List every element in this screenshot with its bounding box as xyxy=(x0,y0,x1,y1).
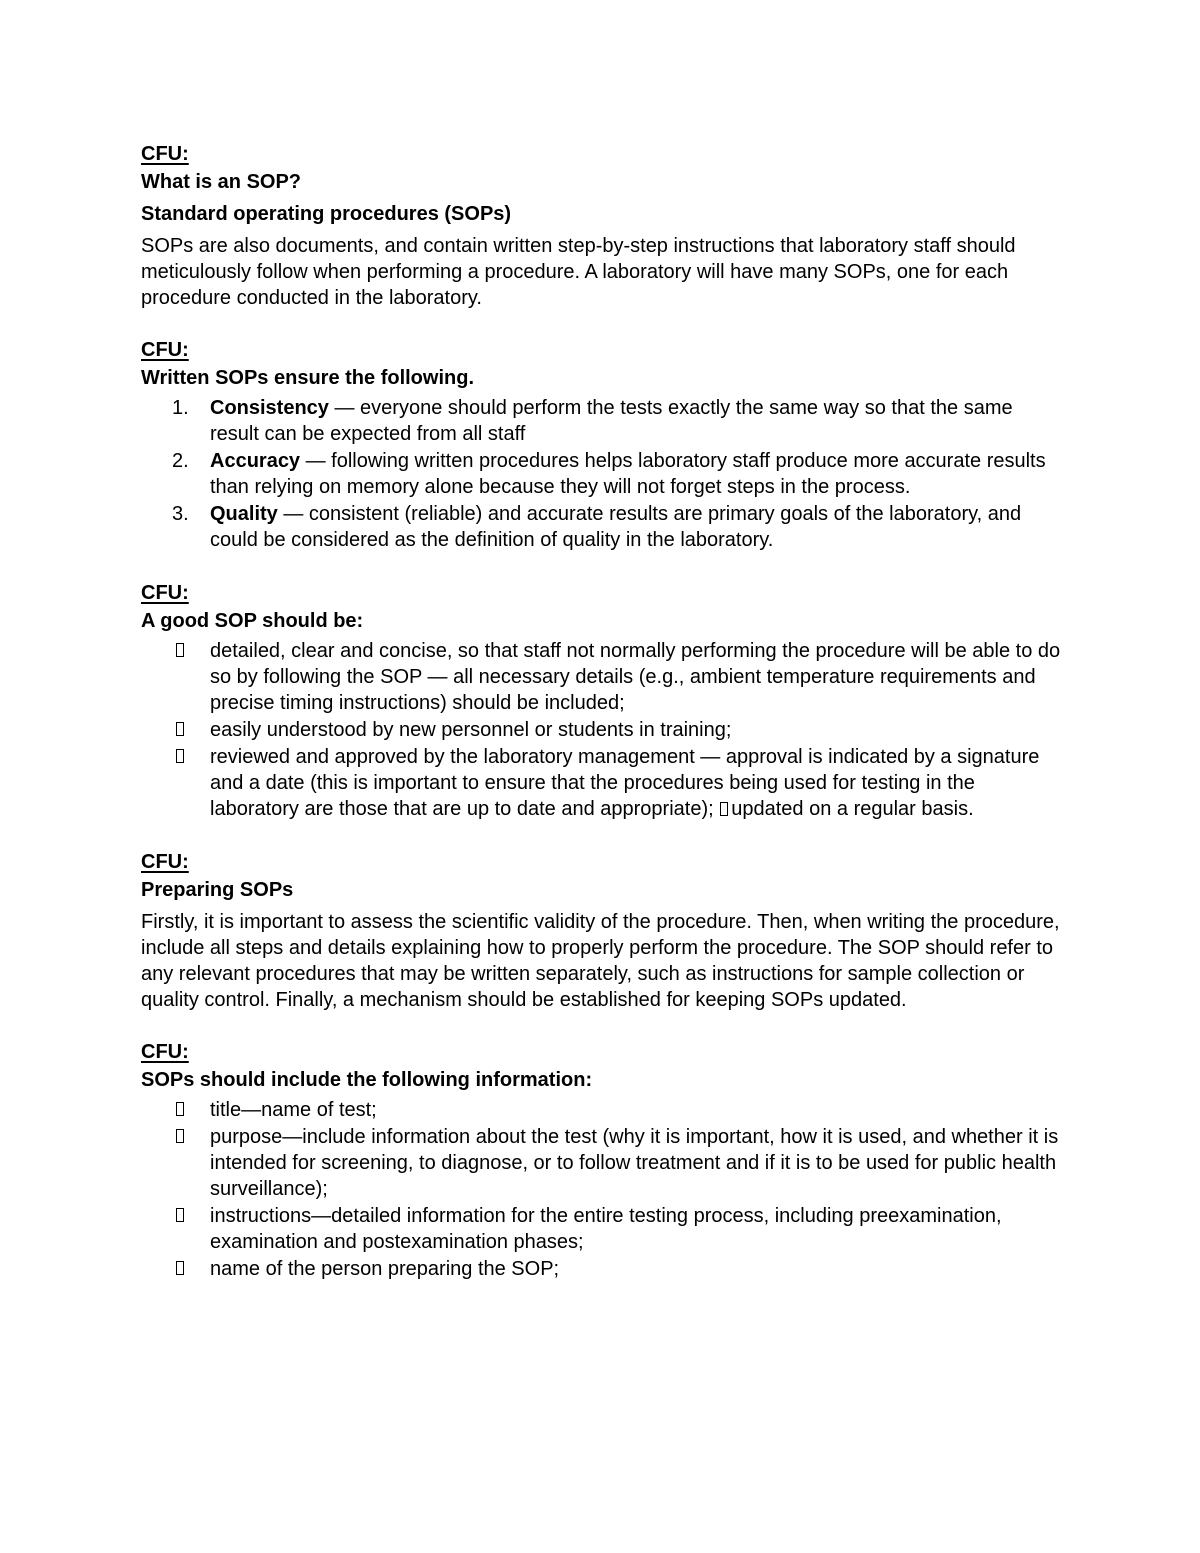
list-item xyxy=(141,1203,1061,1255)
list-item xyxy=(141,1097,1061,1123)
numbered-list xyxy=(141,395,1061,553)
question-heading: What is an SOP? xyxy=(141,171,302,193)
list-term: Consistency xyxy=(210,397,329,419)
list-item xyxy=(141,1256,1061,1282)
section-title: Written SOPs ensure the following. xyxy=(141,367,474,389)
cfu-label: CFU: xyxy=(141,339,189,361)
missing-glyph-bullet-icon xyxy=(720,802,728,816)
bullet-list xyxy=(141,638,1061,822)
section-written-sops xyxy=(141,337,1061,553)
missing-glyph-bullet-icon xyxy=(176,722,184,736)
cfu-label: CFU: xyxy=(141,582,189,604)
missing-glyph-bullet-icon xyxy=(176,1208,184,1222)
missing-glyph-bullet-icon xyxy=(176,643,184,657)
list-text: purpose—include information about the test (why it is important, how it is used, and whether it is intended for screening, to diagnose, or to follow treatment and if it is to be used for public health surveillance); xyxy=(210,1126,1059,1200)
section-title: A good SOP should be: xyxy=(141,610,364,632)
list-text: — following written procedures helps laboratory staff produce more accurate results than relying on memory alone because they will not forget steps in the process. xyxy=(210,450,1046,498)
section-title: Standard operating procedures (SOPs) xyxy=(141,203,512,225)
list-item xyxy=(141,395,1061,447)
section-preparing-sops xyxy=(141,849,1061,1013)
list-text: reviewed and approved by the laboratory management — approval is indicated by a signature and a date (this is important to ensure that the procedures being used for testing in the laboratory are those that are up to date and appropriate); xyxy=(210,746,1040,820)
missing-glyph-bullet-icon xyxy=(176,1261,184,1275)
cfu-label: CFU: xyxy=(141,851,189,873)
list-text: title—name of test; xyxy=(210,1099,377,1121)
cfu-label: CFU: xyxy=(141,143,189,165)
paragraph: Firstly, it is important to assess the scientific validity of the procedure. Then, when writing the procedure, include all steps and details explaining how to properly perform the procedure. The SOP should refer to any relevant procedures that may be written separately, such as instructions for sample collection or quality control. Finally, a mechanism should be established for keeping SOPs updated. xyxy=(141,911,1060,1011)
missing-glyph-bullet-icon xyxy=(176,749,184,763)
list-item xyxy=(141,744,1061,822)
list-text: easily understood by new personnel or students in training; xyxy=(210,719,732,741)
missing-glyph-bullet-icon xyxy=(176,1102,184,1116)
list-term: Quality xyxy=(210,503,278,525)
list-item xyxy=(141,448,1061,500)
list-item xyxy=(141,638,1061,716)
section-sop-information xyxy=(141,1039,1061,1282)
list-text: — consistent (reliable) and accurate results are primary goals of the laboratory, and could be considered as the definition of quality in the laboratory. xyxy=(210,503,1022,551)
list-number: 3. xyxy=(172,503,189,525)
list-text-tail: updated on a regular basis. xyxy=(731,798,974,820)
list-term: Accuracy xyxy=(210,450,301,472)
list-item xyxy=(141,1124,1061,1202)
list-number: 2. xyxy=(172,450,189,472)
paragraph: SOPs are also documents, and contain written step-by-step instructions that laboratory staff should meticulously follow when performing a procedure. A laboratory will have many SOPs, one for each procedure conducted in the laboratory. xyxy=(141,235,1016,309)
section-what-is-sop xyxy=(141,141,1061,311)
list-text: name of the person preparing the SOP; xyxy=(210,1258,560,1280)
section-title: Preparing SOPs xyxy=(141,879,294,901)
document-page xyxy=(141,141,1061,1283)
list-text: instructions—detailed information for the entire testing process, including preexamination, examination and postexamination phases; xyxy=(210,1205,1002,1253)
section-good-sop xyxy=(141,580,1061,822)
list-item xyxy=(141,501,1061,553)
list-number: 1. xyxy=(172,397,189,419)
missing-glyph-bullet-icon xyxy=(176,1129,184,1143)
list-text: detailed, clear and concise, so that staff not normally performing the procedure will be able to do so by following the SOP — all necessary details (e.g., ambient temperature requirements and precise timing instructions) should be included; xyxy=(210,640,1061,714)
list-text: — everyone should perform the tests exactly the same way so that the same result can be expected from all staff xyxy=(210,397,1013,445)
section-title: SOPs should include the following information: xyxy=(141,1069,593,1091)
bullet-list xyxy=(141,1097,1061,1282)
cfu-label: CFU: xyxy=(141,1041,189,1063)
list-item xyxy=(141,717,1061,743)
